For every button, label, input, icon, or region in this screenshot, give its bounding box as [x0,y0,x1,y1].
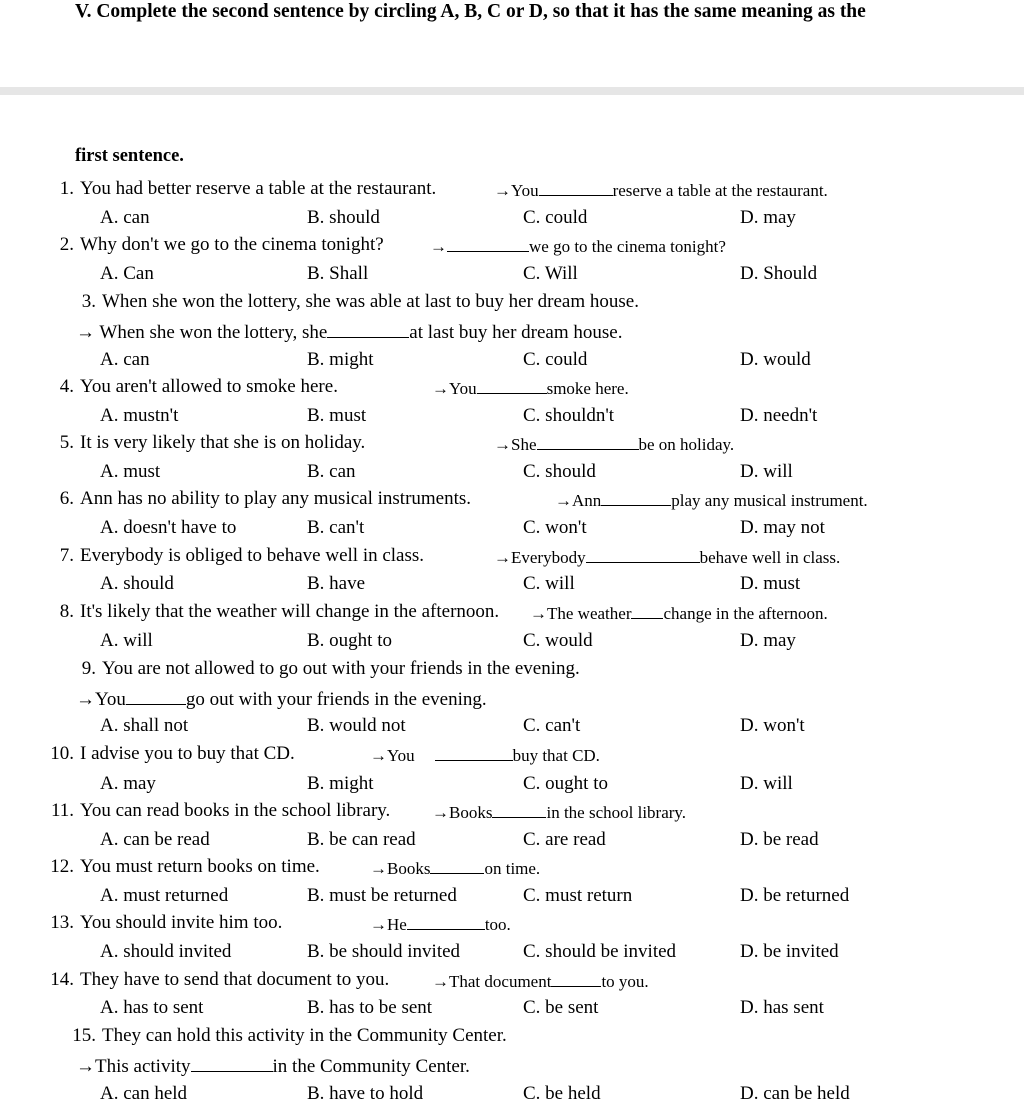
arrow-icon: → [432,803,449,822]
rewrite-start: Everybody [511,548,586,567]
rewrite-end: reserve a table at the restaurant. [612,181,828,200]
exercise-heading-continued: first sentence. [75,146,184,166]
option-b[interactable]: B. must [307,405,367,426]
answer-blank[interactable] [126,686,186,705]
option-b[interactable]: B. has to be sent [307,997,433,1018]
option-d[interactable]: D. won't [740,715,805,736]
question-7 [50,544,950,568]
question-sentence: They have to send that document to you. [80,969,390,990]
rewrite-end: at last buy her dream house. [409,322,623,343]
option-d[interactable]: D. has sent [740,997,824,1018]
arrow-icon: → [432,972,449,991]
arrow-icon: → [76,1056,95,1077]
rewrite-start: He [387,915,407,934]
option-d[interactable]: D. can be held [740,1083,850,1104]
rewrite-line-3 [0,319,1024,343]
question-number: 6. [59,488,74,509]
rewrite-end: be on holiday. [638,435,735,454]
options-10 [0,772,1024,796]
option-d[interactable]: D. will [740,773,793,794]
rewrite-sentence [555,487,868,513]
answer-blank[interactable] [447,233,529,252]
option-d[interactable]: D. must [740,573,801,594]
arrow-icon: → [430,237,447,256]
question-11 [50,799,950,823]
option-a[interactable]: A. can held [100,1083,188,1104]
rewrite-sentence [370,742,600,768]
rewrite-start: She [511,435,537,454]
option-b[interactable]: B. have [307,573,366,594]
option-c[interactable]: C. be held [523,1083,601,1104]
question-number: 4. [59,376,74,397]
option-c[interactable]: C. could [523,349,588,370]
rewrite-start: You [95,689,126,710]
rewrite-line-9 [0,686,1024,710]
rewrite-sentence [494,177,828,203]
option-c[interactable]: C. can't [523,715,581,736]
rewrite-start: You [511,181,539,200]
question-number: 8. [59,601,74,622]
exercise-heading: V. Complete the second sentence by circling A, B, C or D, so that it has the same meaning as the [75,1,866,22]
answer-blank[interactable] [601,487,671,506]
rewrite-end: play any musical instrument. [671,491,868,510]
question-sentence: Why don't we go to the cinema tonight? [80,234,384,255]
rewrite-sentence [494,544,840,570]
question-sentence: When she won the lottery, she was able at last to buy her dream house. [102,291,639,312]
answer-blank[interactable] [435,742,513,761]
answer-blank[interactable] [537,431,639,450]
option-a[interactable]: A. will [100,630,153,651]
rewrite-sentence [370,911,511,937]
rewrite-end: go out with your friends in the evening. [185,689,487,710]
option-b[interactable]: B. should [307,207,380,228]
question-1 [50,177,950,201]
rewrite-end: in the Community Center. [272,1056,470,1077]
question-number: 3. [81,291,96,312]
rewrite-end: too. [484,915,511,934]
rewrite-start: You [449,379,477,398]
arrow-icon: → [494,181,511,200]
answer-blank[interactable] [539,177,613,196]
option-c[interactable]: C. must return [523,885,633,906]
option-d[interactable]: D. needn't [740,405,818,426]
question-sentence: You are not allowed to go out with your friends in the evening. [102,658,580,679]
rewrite-sentence [430,233,726,259]
rewrite-sentence [530,600,828,626]
answer-blank[interactable] [191,1053,273,1072]
question-13 [50,911,950,935]
answer-blank[interactable] [477,375,547,394]
option-d[interactable]: D. may not [740,517,825,538]
option-a[interactable]: A. can be read [100,829,210,850]
options-7 [0,572,1024,596]
arrow-icon: → [76,322,95,343]
answer-blank[interactable] [327,319,409,338]
question-number: 11. [50,800,74,821]
option-b[interactable]: B. be can read [307,829,416,850]
question-number: 7. [59,545,74,566]
rewrite-end: behave well in class. [699,548,841,567]
page-divider [0,87,1024,95]
question-number: 9. [81,658,96,679]
question-5 [50,431,950,455]
answer-blank[interactable] [492,799,546,818]
option-d[interactable]: D. may [740,630,796,651]
rewrite-sentence [76,686,487,712]
arrow-icon: → [494,435,511,454]
question-number: 2. [59,234,74,255]
option-a[interactable]: A. can [100,207,150,228]
rewrite-sentence [494,431,734,457]
question-6 [50,487,950,511]
option-a[interactable]: A. should invited [100,941,232,962]
options-9 [0,714,1024,738]
option-a[interactable]: A. shall not [100,715,189,736]
option-b[interactable]: B. can [307,461,356,482]
options-6 [0,516,1024,540]
option-d[interactable]: D. may [740,207,796,228]
options-2 [0,262,1024,286]
option-a[interactable]: A. may [100,773,156,794]
answer-blank[interactable] [586,544,700,563]
rewrite-end: buy that CD. [512,746,600,765]
question-sentence: You can read books in the school library. [80,800,391,821]
question-sentence: It's likely that the weather will change in the afternoon. [80,601,500,622]
arrow-icon: → [432,379,449,398]
option-b[interactable]: B. ought to [307,630,392,651]
option-d[interactable]: D. would [740,349,811,370]
option-a[interactable]: A. mustn't [100,405,179,426]
option-c[interactable]: C. should [523,461,596,482]
options-14 [0,996,1024,1020]
question-number: 14. [50,969,74,990]
option-c[interactable]: C. will [523,573,575,594]
option-a[interactable]: A. must [100,461,161,482]
option-a[interactable]: A. can [100,349,150,370]
option-c[interactable]: C. won't [523,517,587,538]
rewrite-end: smoke here. [546,379,629,398]
rewrite-end: in the school library. [546,803,687,822]
rewrite-sentence [432,375,629,401]
answer-blank[interactable] [551,968,601,987]
option-a[interactable]: A. must returned [100,885,229,906]
options-13 [0,940,1024,964]
option-d[interactable]: D. Should [740,263,818,284]
answer-blank[interactable] [407,911,485,930]
option-c[interactable]: C. be sent [523,997,599,1018]
options-5 [0,460,1024,484]
arrow-icon: → [555,491,572,510]
question-8 [50,600,1010,624]
question-sentence: You must return books on time. [80,856,320,877]
question-9 [50,657,950,681]
question-2 [50,233,950,257]
option-b[interactable]: B. Shall [307,263,369,284]
option-d[interactable]: D. be invited [740,941,839,962]
rewrite-start: The weather [547,604,632,623]
rewrite-end: we go to the cinema tonight? [529,237,726,256]
question-4 [50,375,950,399]
options-3 [0,348,1024,372]
option-c[interactable]: C. should be invited [523,941,677,962]
option-c[interactable]: C. would [523,630,593,651]
question-10 [50,742,950,766]
arrow-icon: → [494,548,511,567]
option-b[interactable]: B. must be returned [307,885,457,906]
question-sentence: Everybody is obliged to behave well in class. [80,545,425,566]
rewrite-start: Books [387,859,431,878]
rewrite-line-15 [0,1053,1024,1077]
rewrite-start: That document [449,972,552,991]
rewrite-start: Ann [572,491,602,510]
question-sentence: I advise you to buy that CD. [80,743,295,764]
option-b[interactable]: B. have to hold [307,1083,424,1104]
rewrite-end: on time. [484,859,541,878]
option-b[interactable]: B. would not [307,715,406,736]
rewrite-start: This activity [95,1056,191,1077]
option-a[interactable]: A. Can [100,263,154,284]
question-sentence: Ann has no ability to play any musical instruments. [80,488,472,509]
option-a[interactable]: A. has to sent [100,997,204,1018]
rewrite-sentence [432,968,649,994]
question-12 [50,855,950,879]
question-number: 10. [50,743,74,764]
rewrite-sentence [370,855,540,881]
answer-blank[interactable] [430,855,484,874]
option-b[interactable]: B. might [307,349,374,370]
question-number: 15. [72,1025,96,1046]
question-sentence: You had better reserve a table at the restaurant. [80,178,437,199]
question-14 [50,968,950,992]
option-a[interactable]: A. should [100,573,174,594]
option-b[interactable]: B. can't [307,517,365,538]
option-d[interactable]: D. will [740,461,793,482]
option-b[interactable]: B. might [307,773,374,794]
option-c[interactable]: C. are read [523,829,606,850]
question-number: 13. [50,912,74,933]
arrow-icon: → [76,689,95,710]
option-c[interactable]: C. Will [523,263,578,284]
rewrite-end: change in the afternoon. [663,604,828,623]
rewrite-sentence [76,319,622,345]
rewrite-end: to you. [601,972,649,991]
question-sentence: They can hold this activity in the Community Center. [102,1025,507,1046]
options-11 [0,828,1024,852]
rewrite-start: When she won the lottery, she [99,322,328,343]
question-sentence: You should invite him too. [80,912,283,933]
question-15 [50,1024,950,1048]
question-number: 5. [59,432,74,453]
options-4 [0,404,1024,428]
answer-blank[interactable] [631,600,663,619]
option-c[interactable]: C. ought to [523,773,608,794]
rewrite-sentence [76,1053,470,1079]
option-b[interactable]: B. be should invited [307,941,461,962]
options-8 [0,629,1024,653]
arrow-icon: → [530,604,547,623]
option-c[interactable]: C. shouldn't [523,405,615,426]
question-number: 1. [59,178,74,199]
question-3 [50,290,950,314]
options-15 [0,1082,1024,1106]
options-1 [0,206,1024,230]
question-number: 12. [50,856,74,877]
arrow-icon: → [370,746,387,765]
rewrite-start: Books [449,803,493,822]
option-a[interactable]: A. doesn't have to [100,517,237,538]
question-sentence: You aren't allowed to smoke here. [80,376,338,397]
option-c[interactable]: C. could [523,207,588,228]
rewrite-sentence [432,799,686,825]
arrow-icon: → [370,859,387,878]
question-sentence: It is very likely that she is on holiday. [80,432,366,453]
options-12 [0,884,1024,908]
option-d[interactable]: D. be returned [740,885,850,906]
option-d[interactable]: D. be read [740,829,819,850]
arrow-icon: → [370,915,387,934]
rewrite-start: You [387,746,415,765]
